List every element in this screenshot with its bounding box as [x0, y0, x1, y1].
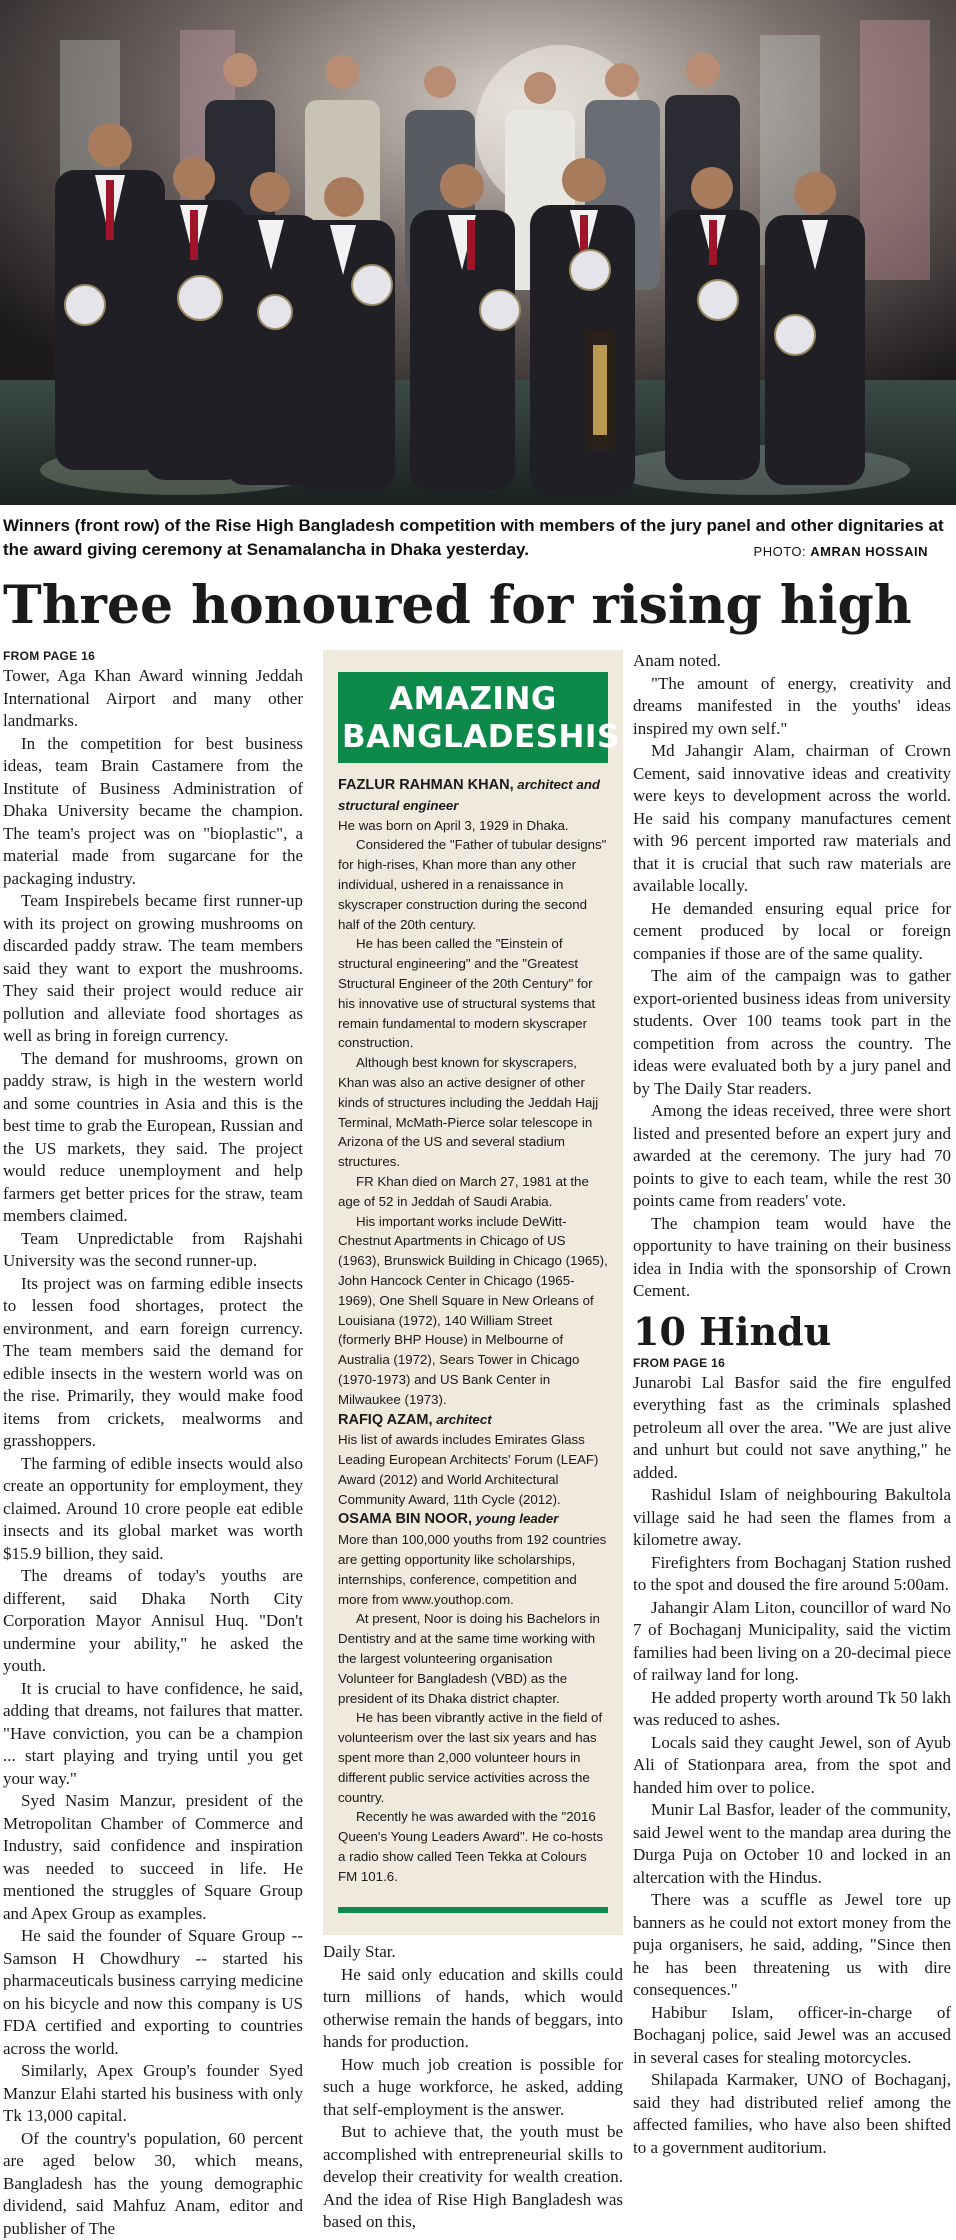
body-paragraph: Its project was on farming edible insects to lessen food shortages, protect the environment, and earn foreign currency. The team members said the demand for edible insects in the western world was on the rise. Primarily, they would make food items from crickets, mealworms and grasshoppers. — [3, 1273, 303, 1450]
body-paragraph: Md Jahangir Alam, chairman of Crown Cement, said innovative ideas and creativity were keys to development across the world. He said his company manufactures cement with 96 percent imported raw materials and that it is crucial that such raw materials are available locally. — [633, 741, 951, 895]
from-page-kicker: FROM PAGE 16 — [3, 649, 96, 663]
body-paragraph: There was a scuffle as Jewel tore up banners as he could not extort money from the puja organisers, he said, adding, "Since then he has been threatening us with dire consequences." — [633, 1890, 951, 1999]
sidebar-paragraph: FR Khan died on March 27, 1981 at the age of 52 in Jeddah of Saudi Arabia. — [338, 1173, 589, 1209]
body-paragraph: Anam noted. — [633, 651, 721, 670]
body-paragraph: "The amount of energy, creativity and dreams manifested in the youths' ideas inspired my own self." — [633, 673, 951, 738]
sidebar-paragraph: Considered the "Father of tubular designs" for high-rises, Khan more than any other individual, ushered in a renaissance in skyscraper construction during the second half of the 20th century. — [338, 837, 607, 932]
body-paragraph: Daily Star. — [323, 1942, 396, 1961]
sidebar-paragraph: His list of awards includes Emirates Glass Leading European Architects' Forum (LEAF) Award (2012) and World Architectural Community Award, 11th Cycle (2012). — [338, 1432, 599, 1507]
profile-heading — [338, 1509, 608, 1530]
photo-illustration — [0, 0, 956, 505]
body-paragraph: The farming of edible insects would also create an opportunity for employment, they claimed. Around 10 crore people eat edible insects and its global market was worth $15.9 billion, they said. — [3, 1453, 303, 1563]
body-paragraph: Among the ideas received, three were short listed and presented before an expert jury and awarded at the ceremony. The jury had 70 points to give to each team, while the rest 30 points came from readers' vote. — [633, 1101, 951, 1210]
body-paragraph: But to achieve that, the youth must be accomplished with entrepreneurial skills to develop their creativity for wealth creation. And the idea of Rise High Bangladesh was based on this, — [323, 2122, 623, 2231]
story-2-headline: 10 Hindu — [633, 1308, 832, 1354]
credit-label: PHOTO: — [753, 544, 807, 559]
profile-name: OSAMA BIN NOOR, — [338, 1511, 472, 1528]
body-paragraph: Similarly, Apex Group's founder Syed Manzur Elahi started his business with only Tk 13,000 capital. — [3, 2061, 303, 2125]
body-paragraph: Locals said they caught Jewel, son of Ayub Ali of Stationpara area, from the spot and handed him over to police. — [633, 1732, 951, 1797]
story-column-2 — [323, 1941, 623, 2231]
body-paragraph: He said the founder of Square Group -- Samson H Chowdhury -- started his pharmaceuticals business carrying medicine on his bicycle and now this company is US FDA certified and exporting to countries across the world. — [3, 1926, 303, 2058]
body-paragraph: The dreams of today's youths are different, said Dhaka North City Corporation Mayor Annisul Huq. "Don't undermine your ability," he asked the youth. — [3, 1566, 303, 1675]
sidebar-paragraph: He was born on April 3, 1929 in Dhaka. — [338, 817, 569, 833]
profile-name: RAFIQ AZAM, — [338, 1411, 433, 1428]
sidebar-paragraph: His important works include DeWitt-Chestnut Apartments in Chicago of US (1963), Brunswick Building in Chicago (1965), John Hancock Center in Chicago (1965-1969), One Shell Square in New Orleans of Louisiana (1972), 140 William Street (formerly BHP House) in Melbourne of Australia (1972), Sears Tower in Chicago (1970-1973) and US Bank Center in Milwaukee (1973). — [338, 1213, 608, 1407]
caption-text: Winners (front row) of the Rise High Bangladesh competition with members of the jury panel and other dignitaries at the award giving ceremony at Senamalancha in Dhaka yesterday. — [3, 516, 944, 559]
body-paragraph: Rashidul Islam of neighbouring Bakultola village said he had seen the flames from a kilometre away. — [633, 1485, 951, 1549]
profile-heading — [338, 1410, 608, 1431]
profile-heading — [338, 775, 608, 816]
body-paragraph: Habibur Islam, officer-in-charge of Bochaganj police, said Jewel was an accused in several cases for stealing motorcycles. — [633, 2002, 951, 2067]
banner-line-1: AMAZING — [389, 681, 557, 717]
body-paragraph: Syed Nasim Manzur, president of the Metropolitan Chamber of Commerce and Industry, said confidence and inspiration was needed to succeed in life. He mentioned the struggles of Square Group and Apex Group as examples. — [3, 1791, 303, 1923]
sidebar-paragraph: At present, Noor is doing his Bachelors in Dentistry and at the same time working with the largest volunteering organisation Volunteer for Bangladesh (VBD) as the president of its Dhaka district chapter. — [338, 1611, 600, 1706]
sidebar-paragraph: He has been called the "Einstein of structural engineering" and the "Greatest Structural Engineer of the 20th Century" for his innovative use of structural systems that remain fundamental to modern skyscraper construction. — [338, 936, 596, 1051]
amazing-bangladeshis-sidebar — [323, 650, 623, 1935]
story-column-1 — [3, 648, 303, 2238]
sidebar-paragraph: More than 100,000 youths from 192 countries are getting opportunity like scholarships, internships, conference, competition and more from www.youthop.com. — [338, 1532, 607, 1607]
body-paragraph: The aim of the campaign was to gather export-oriented business ideas from university students. Over 100 teams took part in the competition from across the country. The ideas were evaluated both by a jury panel and by The Daily Star readers. — [633, 966, 951, 1098]
story-column-3 — [633, 650, 951, 2230]
profile-role: architect and structural engineer — [338, 777, 601, 813]
sidebar-text — [338, 775, 608, 1887]
body-paragraph: Jahangir Alam Liton, councillor of ward No 7 of Bochaganj Municipality, said the victim families had been living on a 20-decimal piece of railway land for long. — [633, 1597, 951, 1684]
main-headline: Three honoured for rising high — [3, 575, 912, 636]
sidebar-paragraph: He has been vibrantly active in the field of volunteerism over the last six years and has spent more than 2,000 volunteer hours in different public service activities across the country. — [338, 1710, 603, 1805]
sidebar-banner — [338, 672, 620, 763]
sidebar-bottom-rule — [338, 1907, 608, 1913]
profile-role: architect — [436, 1411, 492, 1427]
body-paragraph: He added property worth around Tk 50 lakh was reduced to ashes. — [633, 1687, 951, 1729]
banner-line-2: BANGLADESHIS — [342, 719, 620, 755]
body-paragraph: How much job creation is possible for such a huge workforce, he asked, adding that self-employment is the answer. — [323, 2054, 623, 2119]
from-page-kicker: FROM PAGE 16 — [633, 1355, 726, 1370]
body-paragraph: Junarobi Lal Basfor said the fire engulfed everything fast as the criminals splashed petroleum all over the area. "We are just alive and unhurt but could not save anything," he added. — [633, 1372, 951, 1482]
profile-name: FAZLUR RAHMAN KHAN, — [338, 777, 514, 793]
profile-role: young leader — [475, 1511, 559, 1527]
body-paragraph: Tower, Aga Khan Award winning Jeddah International Airport and many other landmarks. — [3, 666, 303, 730]
sidebar-paragraph: Although best known for skyscrapers, Khan was also an active designer of other kinds of structures including the Jeddah Hajj Terminal, McMath-Pierce solar telescope in Arizona of the US and several stadium structures. — [338, 1055, 599, 1170]
body-paragraph: Of the country's population, 60 percent are aged below 30, which means, Bangladesh has the young demographic dividend, said Mahfuz Anam, editor and publisher of The — [3, 2128, 303, 2238]
photo-credit — [754, 544, 928, 559]
body-paragraph: Team Inspirebels became first runner-up with its project on growing mushrooms on discarded paddy straw. The team members said they want to export the mushrooms. They said their project would reduce air pollution and alleviate food shortages as well as bring in foreign currency. — [3, 891, 303, 1045]
body-paragraph: In the competition for best business ideas, team Brain Castamere from the Institute of Business Administration of Dhaka University became the champion. The team's project was on "bioplastic", a material made from sugarcane for the packaging industry. — [3, 733, 303, 888]
body-paragraph: Munir Lal Basfor, leader of the community, said Jewel went to the mandap area during the Durga Puja on October 10 and locked in an altercation with the Hindus. — [633, 1800, 951, 1887]
body-paragraph: The champion team would have the opportunity to have training on their business idea in India with the sponsorship of Crown Cement. — [633, 1213, 951, 1300]
sidebar-paragraph: Recently he was awarded with the "2016 Queen's Young Leaders Award". He co-hosts a radio show called Teen Tekka at Colours FM 101.6. — [338, 1809, 604, 1884]
award-ceremony-photo — [0, 0, 956, 505]
body-paragraph: Firefighters from Bochaganj Station rushed to the spot and doused the fire around 5:00am. — [633, 1552, 951, 1594]
body-paragraph: He demanded ensuring equal price for cement produced by local or foreign companies if those are of the same quality. — [633, 898, 951, 963]
body-paragraph: The demand for mushrooms, grown on paddy straw, is high in the western world and some countries in Asia and this is the best time to grab the European, Russian and the US markets, they said. The project would reduce unemployment and help farmers get better prices for the straw, team members claimed. — [3, 1048, 303, 1225]
body-paragraph: He said only education and skills could turn millions of hands, which would otherwise remain the hands of beggars, into hands for production. — [323, 1964, 623, 2051]
body-paragraph: Shilapada Karmaker, UNO of Bochaganj, said they had distributed relief among the affected families, who have also been shifted to a government auditorium. — [633, 2070, 951, 2157]
credit-name: AMRAN HOSSAIN — [810, 544, 928, 559]
body-paragraph: Team Unpredictable from Rajshahi University was the second runner-up. — [3, 1228, 303, 1270]
body-paragraph: It is crucial to have confidence, he said, adding that dreams, not failures that matter. "Have conviction, you can be a champion ... start playing and trying until you get your way." — [3, 1678, 303, 1788]
